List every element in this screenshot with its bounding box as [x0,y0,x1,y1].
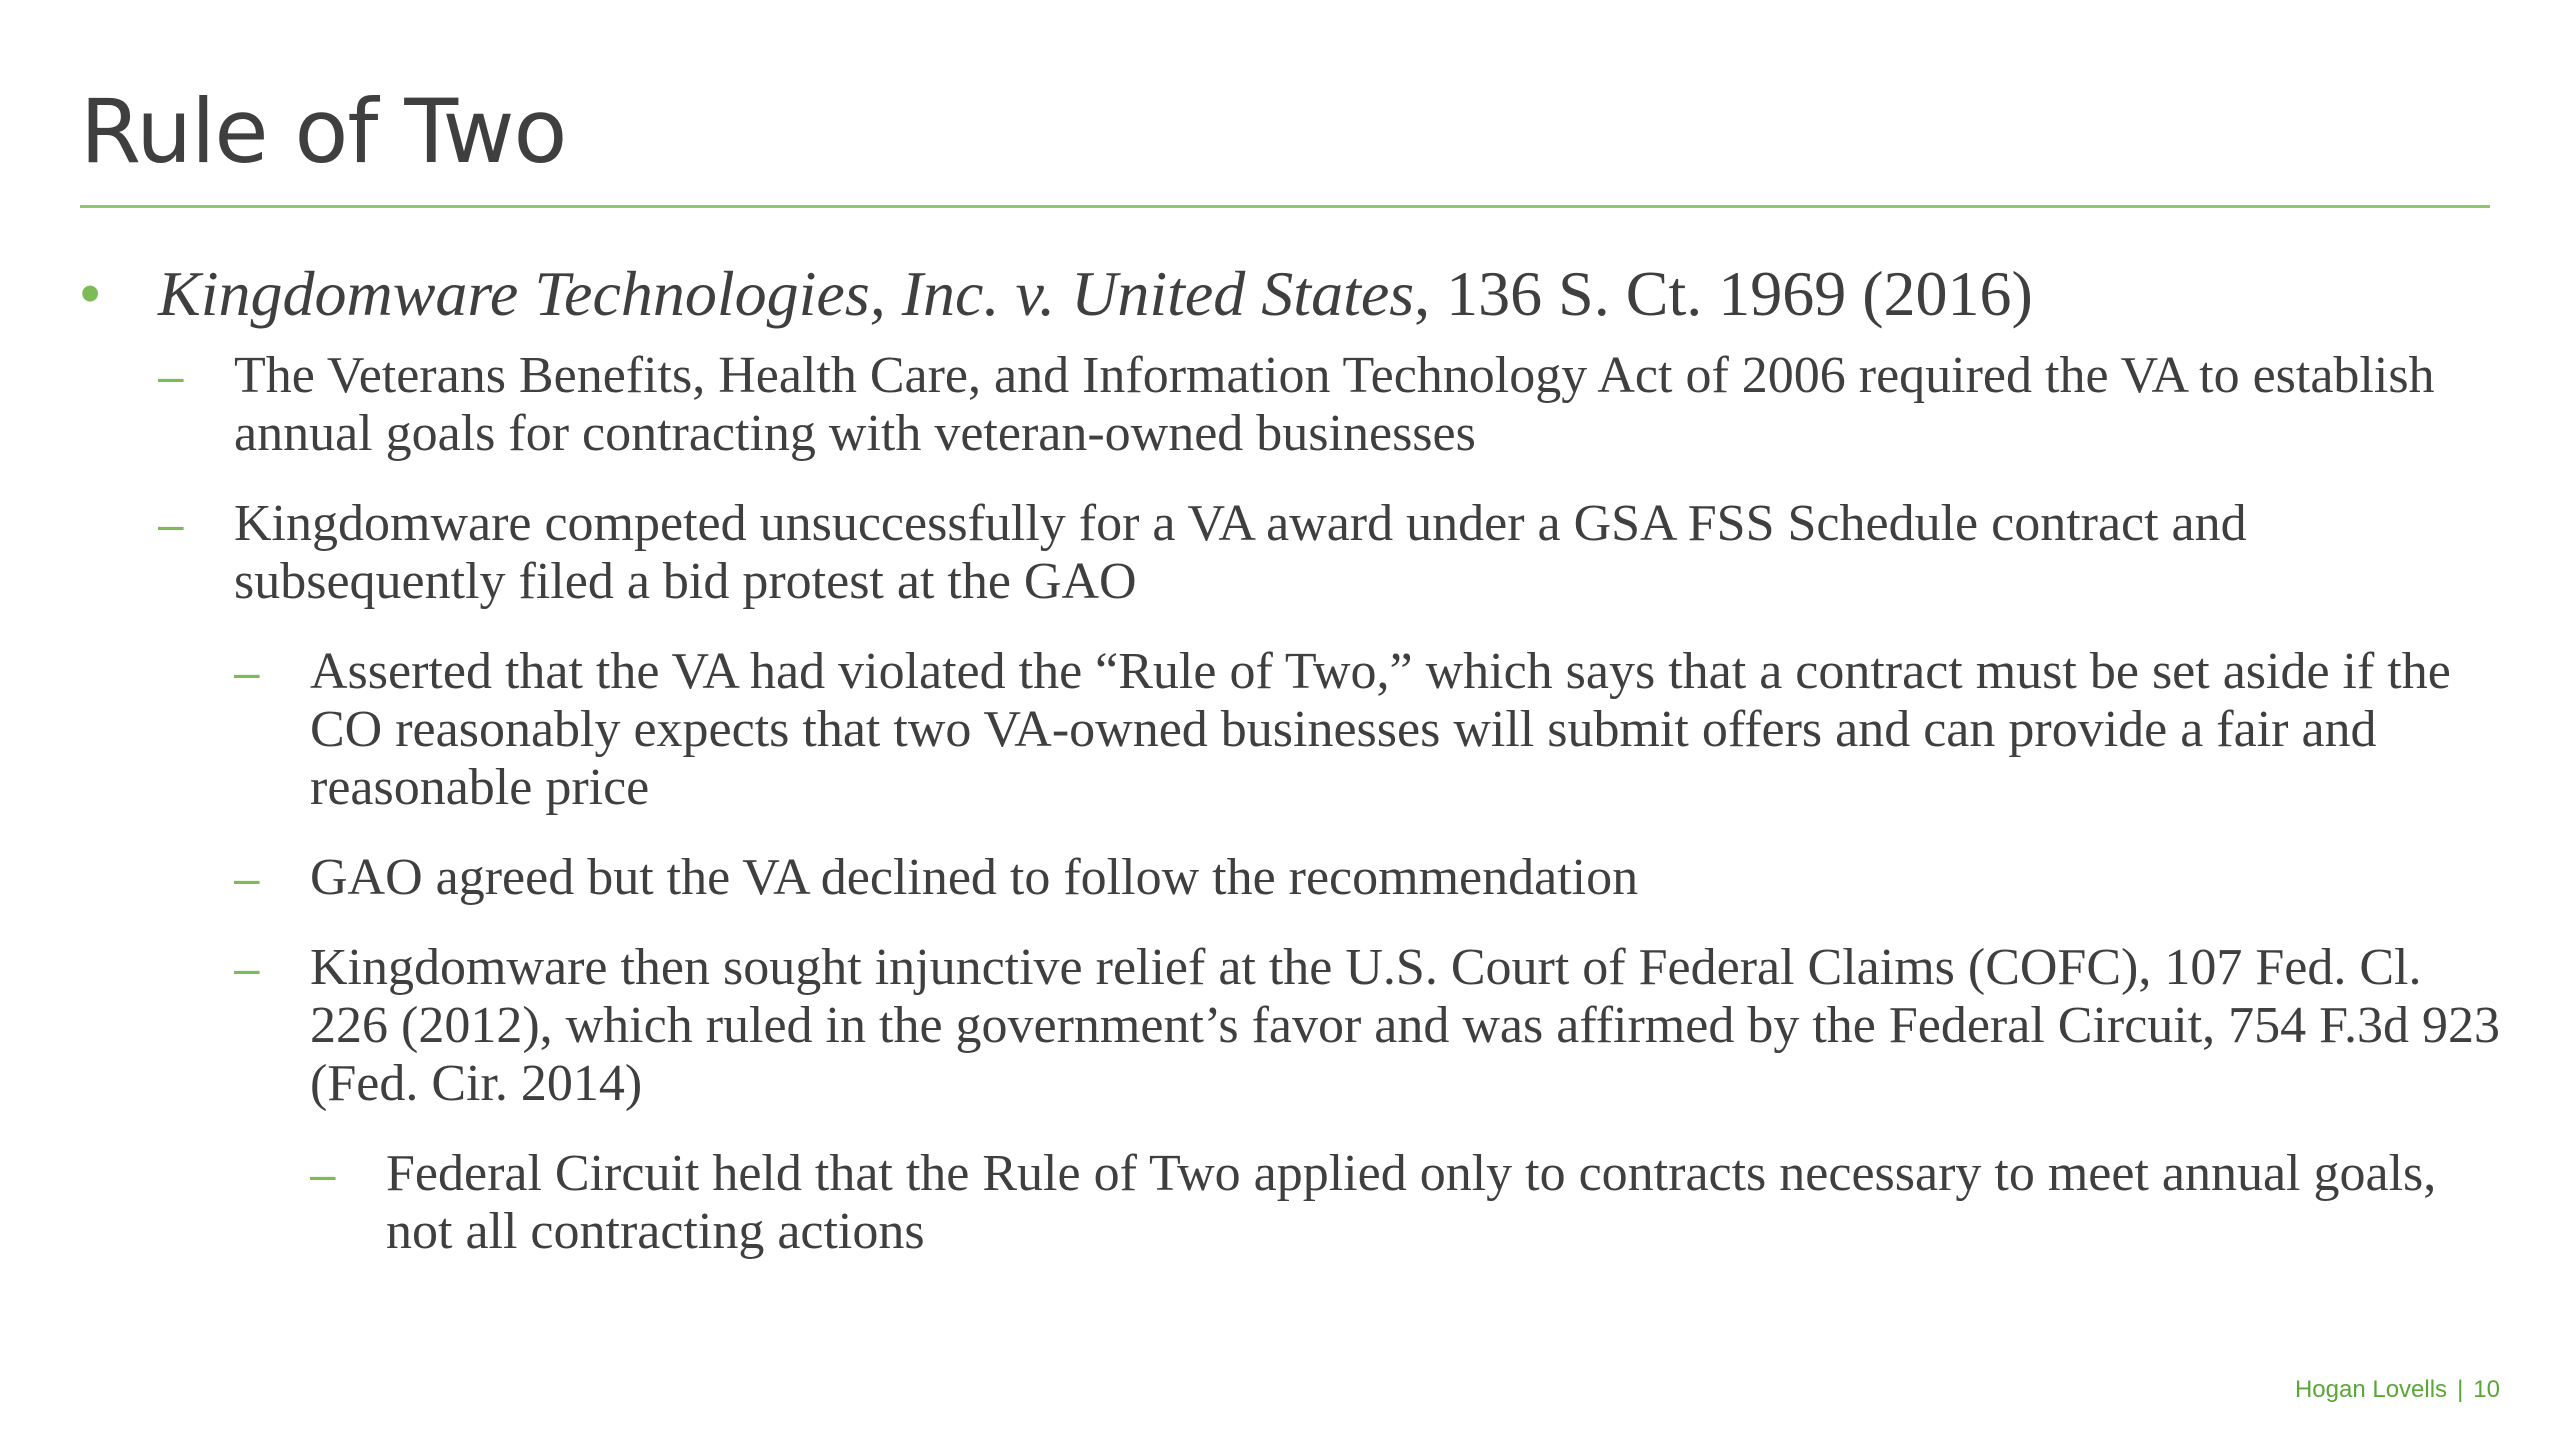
dash-icon: – [234,852,260,904]
bullet-text: GAO agreed but the VA declined to follow the recommendation [310,849,1639,906]
slide-content [80,255,2500,1261]
case-citation: , 136 S. Ct. 1969 (2016) [1414,258,2033,329]
bullet-case-heading [80,255,2500,333]
bullet-act-background [158,347,2500,463]
bullet-gao-agreed [234,849,2500,907]
bullet-federal-circuit-holding [310,1145,2500,1261]
title-divider [80,205,2490,208]
bullet-text: Federal Circuit held that the Rule of Two applied only to contracts necessary to meet annual goals, not all contracting actions [386,1145,2437,1260]
bullet-text: The Veterans Benefits, Health Care, and Information Technology Act of 2006 required the VA to establish annual goals for contracting with veteran-owned businesses [234,347,2435,462]
dash-icon: – [234,646,260,698]
footer-brand: Hogan Lovells [2294,1376,2448,1403]
bullet-kingdomware-protest [158,495,2500,611]
page-number: 10 [2473,1376,2500,1403]
slide-footer [2295,1376,2500,1404]
dash-icon: – [310,1148,336,1200]
bullet-text: Kingdomware then sought injunctive relief at the U.S. Court of Federal Claims (COFC), 107 Fed. Cl. 226 (2012), which ruled in the government’s favor and was affirmed by the Federal Circuit, 754 F.3d 923 (Fed. Cir. 2014) [310,939,2500,1112]
bullet-cofc-relief [234,939,2500,1113]
dash-icon: – [234,942,260,994]
slide-title: Rule of Two [80,80,567,183]
bullet-text: Kingdomware competed unsuccessfully for a VA award under a GSA FSS Schedule contract and subsequently filed a bid protest at the GAO [234,495,2247,610]
case-name: Kingdomware Technologies, Inc. v. United States [158,258,1415,329]
bullet-rule-of-two-assertion [234,643,2500,817]
dash-icon: – [158,498,184,550]
bullet-dot-icon: • [80,261,101,326]
dash-icon: – [158,350,184,402]
footer-separator: | [2457,1376,2464,1403]
bullet-text: Asserted that the VA had violated the “Rule of Two,” which says that a contract must be set aside if the CO reasonably expects that two VA-owned businesses will submit offers and can provide a fair and reasonable price [310,643,2451,816]
